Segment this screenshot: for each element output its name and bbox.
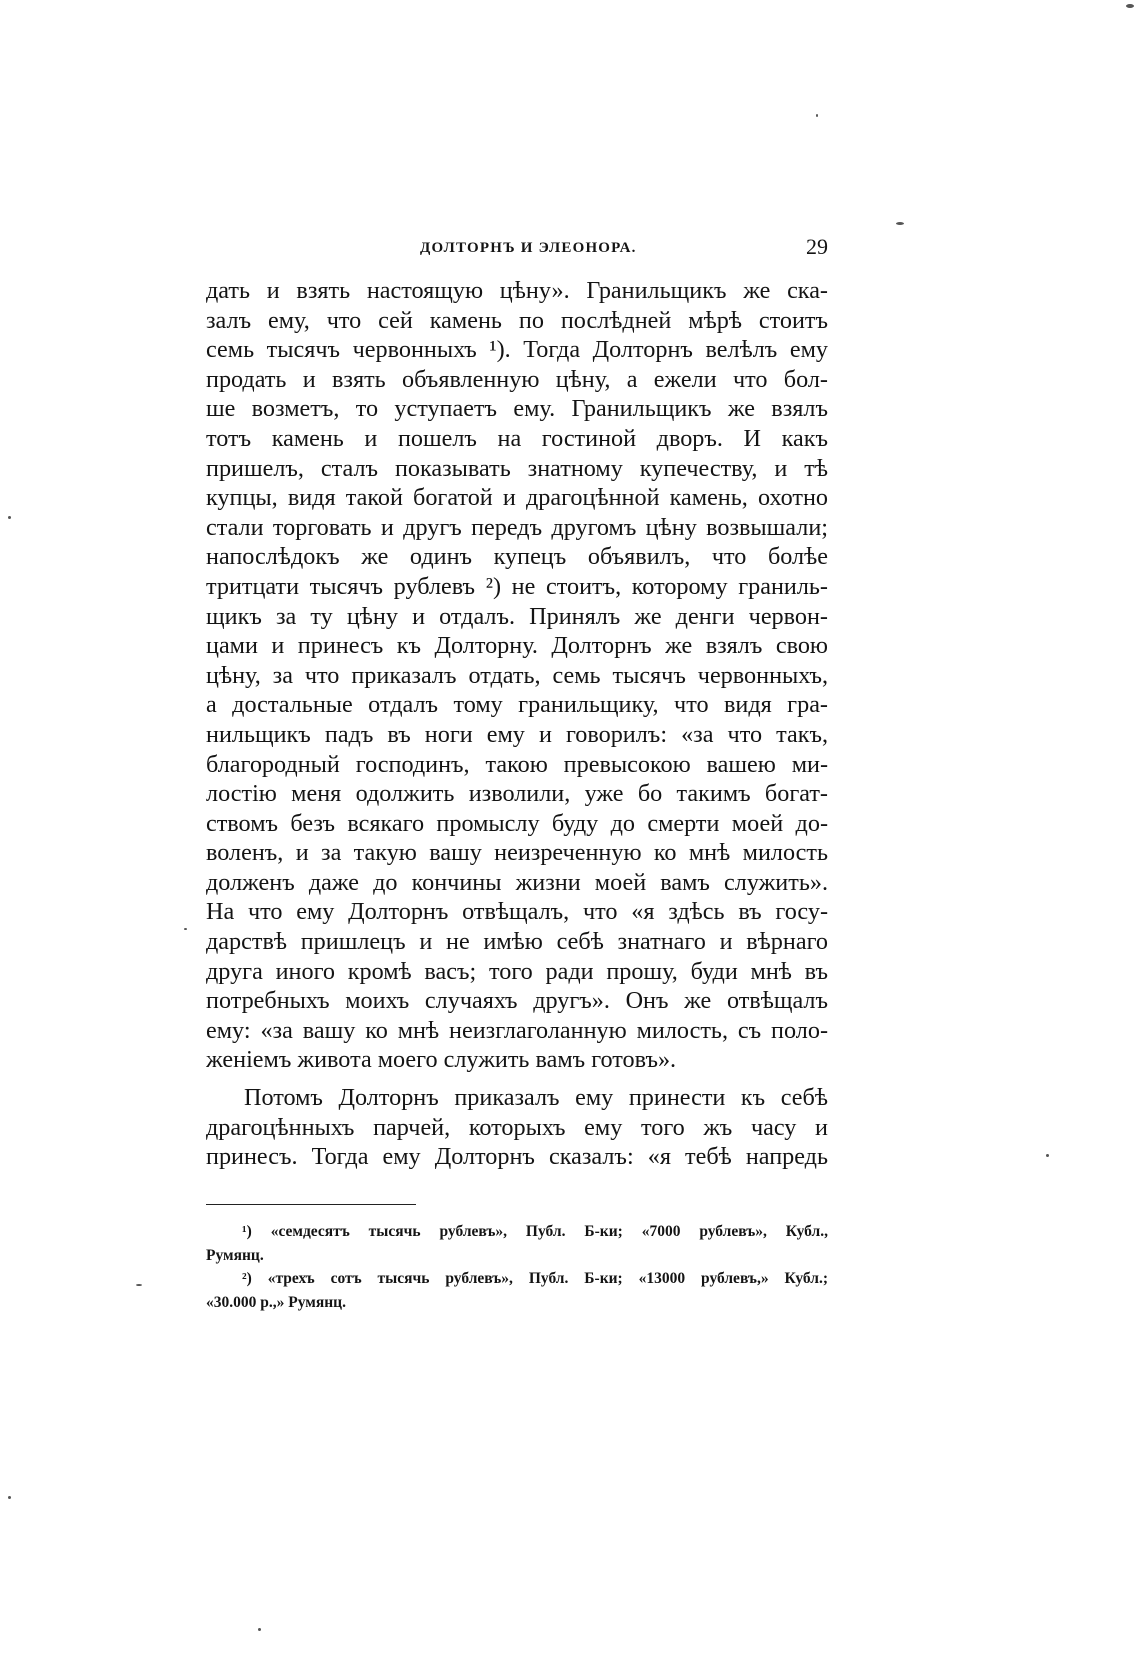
main-text — [206, 276, 828, 1172]
scan-speck — [136, 1284, 142, 1286]
text-line: цами и принесъ къ Долторну. Долторнъ же взялъ свою — [206, 632, 828, 660]
scan-speck — [1046, 1154, 1049, 1157]
scan-speck — [8, 1496, 11, 1499]
text-line: потребныхъ моихъ случаяхъ другъ». Онъ же отвѣщалъ — [206, 987, 828, 1015]
footnotes — [206, 1220, 828, 1314]
scan-speck — [896, 222, 904, 225]
text-line: тритцати тысячъ рублевъ ²) не стоитъ, которому граниль- — [206, 572, 828, 600]
footnote-line: «30.000 р.,» Румянц. — [206, 1293, 346, 1311]
text-line: долженъ даже до кончины жизни моей вамъ служить». — [206, 868, 828, 896]
scan-speck — [184, 928, 187, 930]
text-line: тотъ камень и пошелъ на гостиной дворъ. И какъ — [206, 424, 828, 452]
text-line: цѣну, за что приказалъ отдать, семь тысячъ червонныхъ, — [206, 661, 828, 689]
page-number: 29 — [806, 234, 828, 259]
text-line: драгоцѣнныхъ парчей, которыхъ ему того жъ часу и — [206, 1113, 828, 1141]
paragraph-gap — [206, 1075, 828, 1083]
text-line: принесъ. Тогда ему Долторнъ сказалъ: «я тебѣ напредь — [206, 1143, 828, 1171]
text-line: напослѣдокъ же одинъ купецъ объявилъ, что болѣе — [206, 543, 828, 571]
footnote-line: Румянц. — [206, 1246, 264, 1264]
text-line: стали торговать и другъ передъ другомъ цѣну возвышали; — [206, 513, 828, 541]
running-title: ДОЛТОРНЪ И ЭЛЕОНОРА. — [420, 240, 637, 256]
scan-speck — [258, 1628, 261, 1631]
text-line: дать и взять настоящую цѣну». Гранильщикъ же ска- — [206, 277, 828, 304]
text-line: лостію меня одолжить изволили, уже бо такимъ богат- — [206, 780, 828, 808]
text-line: На что ему Долторнъ отвѣщалъ, что «я здѣсь въ госу- — [206, 898, 828, 926]
text-line: дарствѣ пришлецъ и не имѣю себѣ знатнаго и вѣрнаго — [206, 928, 828, 956]
text-line: а достальные отдалъ тому гранильщику, что видя гра- — [206, 691, 828, 719]
text-line: семь тысячъ червонныхъ ¹). Тогда Долторнъ велѣлъ ему — [206, 336, 828, 364]
text-line: ше возметъ, то уступаетъ ему. Гранильщикъ же взялъ — [206, 395, 828, 423]
text-line: залъ ему, что сей камень по послѣдней мѣрѣ стоитъ — [206, 306, 828, 334]
text-line: ствомъ безъ всякаго промыслу буду до смерти моей до- — [206, 809, 828, 837]
scan-speck — [8, 516, 11, 519]
text-line: купцы, видя такой богатой и драгоцѣнной камень, охотно — [206, 484, 828, 512]
footnote-line: ²) «трехъ сотъ тысячь рублевъ», Публ. Б-ки; «13000 рублевъ,» Кубл.; — [242, 1270, 828, 1288]
scan-speck — [816, 114, 818, 117]
text-line: нильщикъ падъ въ ноги ему и говорилъ: «за что такъ, — [206, 720, 828, 748]
footnote-divider — [206, 1204, 416, 1205]
text-line: женіемъ живота моего служить вамъ готовъ». — [206, 1046, 677, 1074]
text-line: продать и взять объявленную цѣну, а ежели что бол- — [206, 365, 828, 393]
footnote-line: ¹) «семдесятъ тысячь рублевъ», Публ. Б-ки; «7000 рублевъ», Кубл., — [242, 1223, 828, 1240]
page-header — [206, 236, 828, 266]
text-line: щикъ за ту цѣну и отдалъ. Принялъ же денги червон- — [206, 602, 828, 630]
text-line: воленъ, и за такую вашу неизреченную ко мнѣ милость — [206, 839, 828, 867]
text-line: благородный господинъ, такою превысокою вашею ми- — [206, 750, 828, 778]
text-line: Потомъ Долторнъ приказалъ ему принести къ себѣ — [244, 1084, 828, 1112]
text-line: друга иного кромѣ васъ; того ради прошу, буди мнѣ въ — [206, 957, 828, 985]
text-line: пришелъ, сталъ показывать знатному купечеству, и тѣ — [206, 454, 828, 482]
text-line: ему: «за вашу ко мнѣ неизглаголанную милость, съ поло- — [206, 1016, 828, 1044]
scan-speck — [1126, 4, 1134, 8]
